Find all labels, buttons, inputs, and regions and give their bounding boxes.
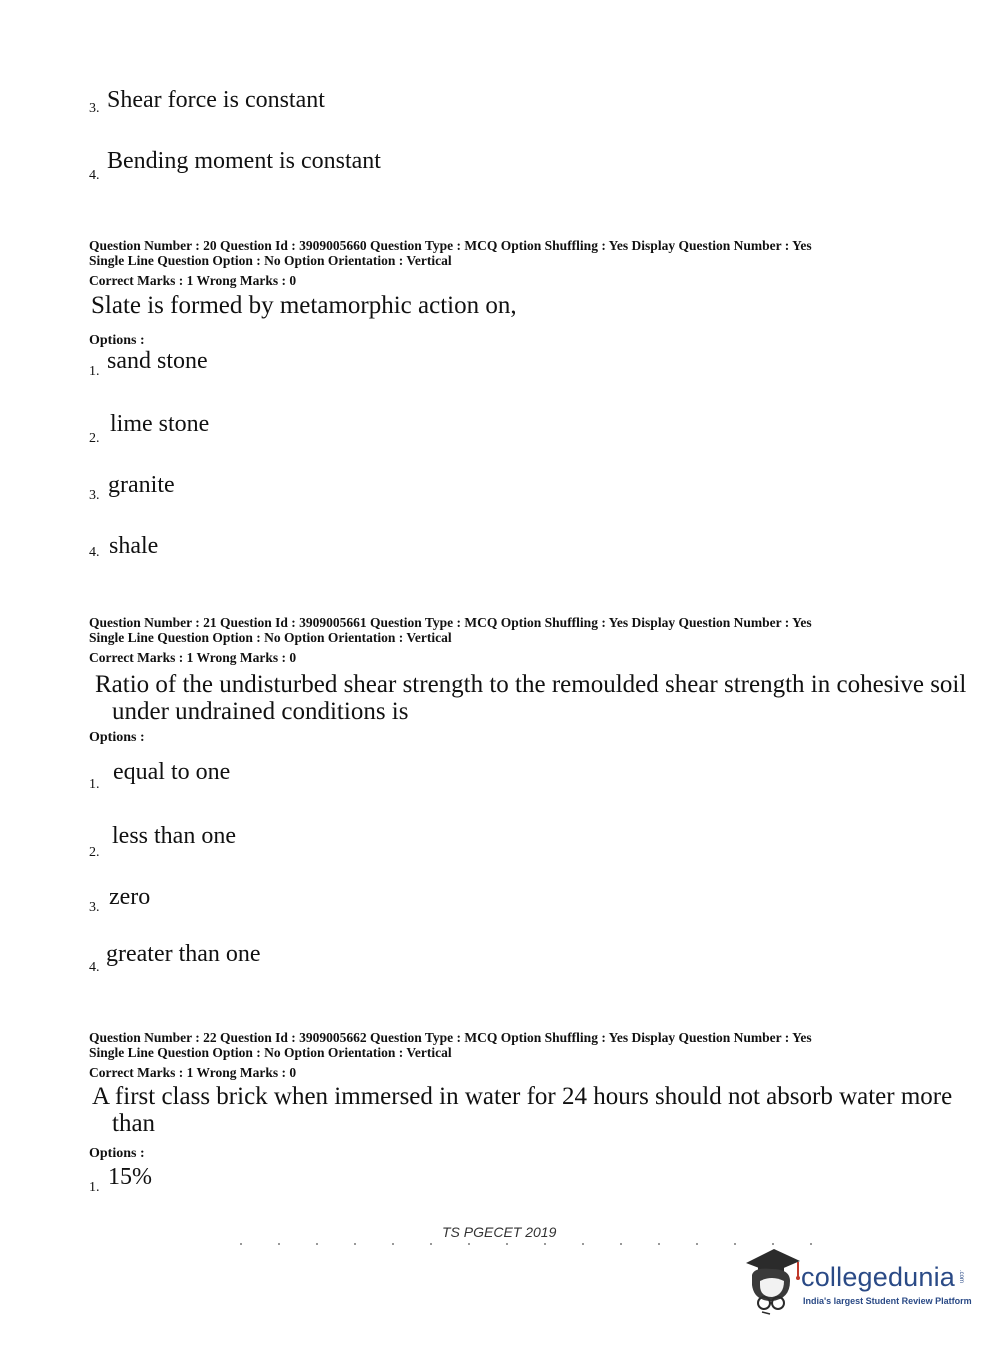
- option-text: equal to one: [113, 759, 231, 785]
- option-number: 3.: [89, 101, 100, 116]
- question-text-line2: than: [112, 1110, 156, 1137]
- option-text: sand stone: [107, 348, 208, 374]
- option-number: 4.: [89, 545, 100, 560]
- question-marks: Correct Marks : 1 Wrong Marks : 0: [89, 273, 297, 288]
- logo-domain: .com: [958, 1270, 964, 1284]
- option-number: 1.: [89, 364, 100, 379]
- logo-tagline: India's largest Student Review Platform: [803, 1296, 972, 1306]
- question-meta-line1: Question Number : 20 Question Id : 3909005660 Question Type : MCQ Option Shuffling : Yes Display Question Number : Yes: [89, 238, 812, 253]
- question-text: Slate is formed by metamorphic action on,: [91, 292, 517, 319]
- question-meta-line2: Single Line Question Option : No Option Orientation : Vertical: [89, 630, 452, 645]
- option-text: granite: [108, 472, 175, 498]
- question-meta-line2: Single Line Question Option : No Option Orientation : Vertical: [89, 1045, 452, 1060]
- option-text: Shear force is constant: [107, 87, 325, 113]
- option-number: 3.: [89, 900, 100, 915]
- logo-wordmark: collegedunia: [801, 1262, 956, 1292]
- question-text-line1: Ratio of the undisturbed shear strength to the remoulded shear strength in cohesive soil: [95, 671, 967, 698]
- option-number: 3.: [89, 488, 100, 503]
- question-text-line1: A first class brick when immersed in water for 24 hours should not absorb water more: [92, 1083, 953, 1110]
- option-number: 2.: [89, 845, 100, 860]
- question-meta-line1: Question Number : 22 Question Id : 3909005662 Question Type : MCQ Option Shuffling : Yes Display Question Number : Yes: [89, 1030, 812, 1045]
- footer-dotted-rule: [240, 1243, 820, 1245]
- question-marks: Correct Marks : 1 Wrong Marks : 0: [89, 1065, 297, 1080]
- option-text: shale: [109, 533, 159, 559]
- option-text: 15%: [108, 1164, 152, 1190]
- option-text: Bending moment is constant: [107, 148, 381, 174]
- question-meta-line1: Question Number : 21 Question Id : 3909005661 Question Type : MCQ Option Shuffling : Yes Display Question Number : Yes: [89, 615, 812, 630]
- options-label: Options :: [89, 1146, 145, 1161]
- option-number: 1.: [89, 1180, 100, 1195]
- option-text: less than one: [112, 823, 236, 849]
- option-number: 2.: [89, 431, 100, 446]
- question-marks: Correct Marks : 1 Wrong Marks : 0: [89, 650, 297, 665]
- options-label: Options :: [89, 333, 145, 348]
- question-text-line2: under undrained conditions is: [112, 698, 409, 725]
- graduate-mascot-icon: [740, 1245, 802, 1315]
- option-text: lime stone: [110, 411, 210, 437]
- option-text: zero: [109, 884, 151, 910]
- question-meta-line2: Single Line Question Option : No Option Orientation : Vertical: [89, 253, 452, 268]
- footer-title: TS PGECET 2019: [442, 1224, 557, 1240]
- option-number: 1.: [89, 777, 100, 792]
- option-text: greater than one: [106, 941, 261, 967]
- option-number: 4.: [89, 960, 100, 975]
- option-number: 4.: [89, 168, 100, 183]
- options-label: Options :: [89, 730, 145, 745]
